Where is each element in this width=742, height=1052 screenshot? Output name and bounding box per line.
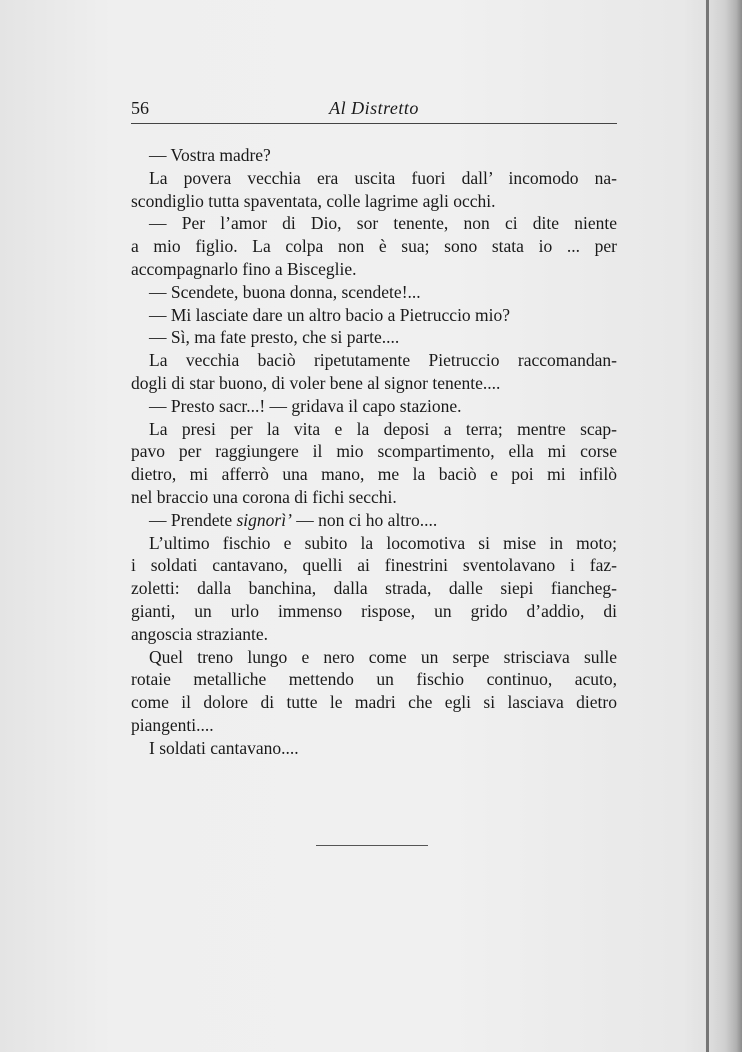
text-line xyxy=(131,600,617,623)
text-line xyxy=(131,395,617,418)
text-segment: accompagnarlo fino a Bisceglie. xyxy=(131,258,357,279)
text-line xyxy=(131,349,617,372)
body-text xyxy=(131,144,617,760)
text-segment: come il dolore di tutte le madri che egli si lasciava dietro xyxy=(131,692,617,713)
text-segment: La presi per la vita e la deposi a terra; mentre scap- xyxy=(149,418,617,439)
text-line xyxy=(131,646,617,669)
text-line xyxy=(131,714,617,737)
text-segment: — Sì, ma fate presto, che si parte.... xyxy=(149,327,400,348)
chapter-end-rule xyxy=(316,845,428,846)
text-segment: pavo per raggiungere il mio scompartimento, ella mi corse xyxy=(131,441,617,462)
page-gutter-line xyxy=(706,0,709,1052)
text-segment: — Prendete xyxy=(149,509,237,530)
page-number: 56 xyxy=(131,98,149,118)
text-line xyxy=(131,691,617,714)
text-line xyxy=(131,144,617,167)
text-line xyxy=(131,509,617,532)
text-line xyxy=(131,668,617,691)
text-line xyxy=(131,326,617,349)
text-segment: a mio figlio. La colpa non è sua; sono stata io ... per xyxy=(131,236,617,257)
text-segment: L’ultimo fischio e subito la locomotiva si mise in moto; xyxy=(149,532,617,553)
text-line xyxy=(131,486,617,509)
text-line xyxy=(131,190,617,213)
text-line xyxy=(131,258,617,281)
text-line xyxy=(131,304,617,327)
text-line xyxy=(131,532,617,555)
text-line xyxy=(131,623,617,646)
text-segment: — Scendete, buona donna, scendete!... xyxy=(149,281,421,302)
text-line xyxy=(131,212,617,235)
text-segment: La povera vecchia era uscita fuori dall’ incomodo na- xyxy=(149,167,617,188)
text-segment: dietro, mi afferrò una mano, me la baciò e poi mi infilò xyxy=(131,464,617,485)
text-line xyxy=(131,737,617,760)
text-segment: rotaie metalliche mettendo un fischio continuo, acuto, xyxy=(131,669,617,690)
text-segment: — Mi lasciate dare un altro bacio a Pietruccio mio? xyxy=(149,304,511,325)
text-line xyxy=(131,167,617,190)
text-line xyxy=(131,577,617,600)
running-header xyxy=(131,98,617,122)
italic-text-segment: signorì’ xyxy=(236,509,292,530)
text-line xyxy=(131,281,617,304)
text-segment: angoscia straziante. xyxy=(131,623,269,644)
text-segment: i soldati cantavano, quelli ai finestrini sventolavano i faz- xyxy=(131,555,617,576)
text-segment: I soldati cantavano.... xyxy=(149,737,299,758)
text-segment: — non ci ho altro.... xyxy=(291,509,438,530)
header-rule xyxy=(131,123,617,124)
text-segment: Quel treno lungo e nero come un serpe strisciava sulle xyxy=(149,646,617,667)
text-line xyxy=(131,418,617,441)
text-line xyxy=(131,554,617,577)
running-title: Al Distretto xyxy=(329,98,419,118)
text-segment: scondiglio tutta spaventata, colle lagrime agli occhi. xyxy=(131,190,496,211)
text-segment: zoletti: dalla banchina, dalla strada, dalle siepi fiancheg- xyxy=(131,578,617,599)
text-line xyxy=(131,440,617,463)
text-segment: La vecchia baciò ripetutamente Pietruccio raccomandan- xyxy=(149,350,617,371)
text-segment: piangenti.... xyxy=(131,714,214,735)
text-segment: nel braccio una corona di fichi secchi. xyxy=(131,486,397,507)
text-line xyxy=(131,372,617,395)
text-segment: dogli di star buono, di voler bene al signor tenente.... xyxy=(131,372,501,393)
text-line xyxy=(131,235,617,258)
text-segment: — Presto sacr...! — gridava il capo stazione. xyxy=(149,395,462,416)
text-segment: — Vostra madre? xyxy=(149,145,271,165)
text-line xyxy=(131,463,617,486)
text-segment: gianti, un urlo immenso rispose, un grido d’addio, di xyxy=(131,600,617,621)
text-segment: — Per l’amor di Dio, sor tenente, non ci dite niente xyxy=(149,213,617,234)
page-gutter-shadow xyxy=(704,0,742,1052)
